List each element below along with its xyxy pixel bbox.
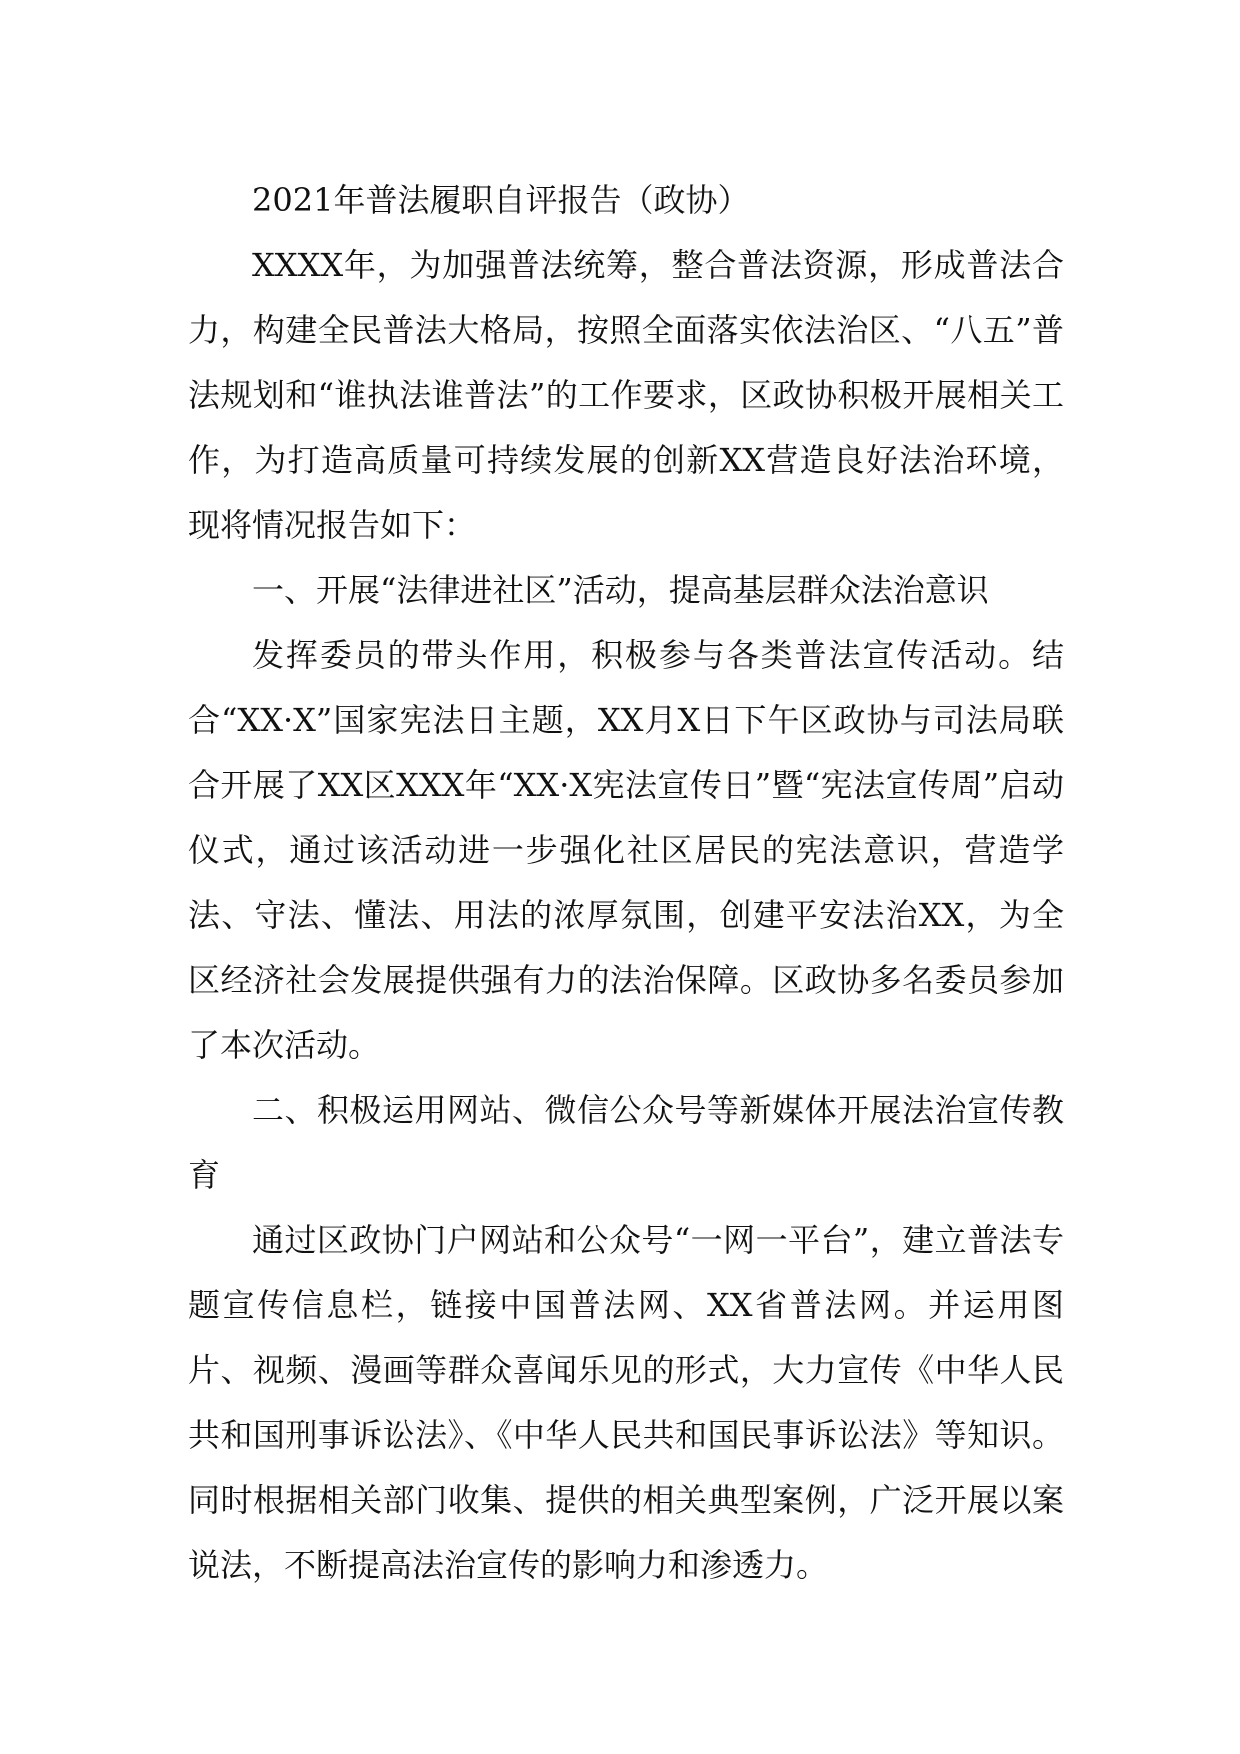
intro-paragraph: XXXX年，为加强普法统筹，整合普法资源，形成普法合力，构建全民普法大格局，按照全面落实依法治区、“八五”普法规划和“谁执法谁普法”的工作要求，区政协积极开展相关工作，为打造高质量可持续发展的创新XX营造良好法治环境，现将情况报告如下：	[188, 246, 1064, 544]
section-2-heading: 二、积极运用网站、微信公众号等新媒体开展法治宣传教育	[188, 1091, 1064, 1194]
document-title: 2021年普法履职自评报告（政协）	[252, 181, 750, 219]
section-2-paragraph: 通过区政协门户网站和公众号“一网一平台”，建立普法专题宣传信息栏，链接中国普法网、XX省普法网。并运用图片、视频、漫画等群众喜闻乐见的形式，大力宣传《中华人民共和国刑事诉讼法》、《中华人民共和国民事诉讼法》等知识。同时根据相关部门收集、提供的相关典型案例，广泛开展以案说法，不断提高法治宣传的影响力和渗透力。	[188, 1221, 1064, 1584]
document-body	[188, 168, 1064, 1598]
section-1-paragraph: 发挥委员的带头作用，积极参与各类普法宣传活动。结合“XX·X”国家宪法日主题，XX月X日下午区政协与司法局联合开展了XX区XXX年“XX·X宪法宣传日”暨“宪法宣传周”启动仪式，通过该活动进一步强化社区居民的宪法意识，营造学法、守法、懂法、用法的浓厚氛围，创建平安法治XX，为全区经济社会发展提供强有力的法治保障。区政协多名委员参加了本次活动。	[188, 636, 1064, 1064]
section-1-heading: 一、开展“法律进社区”活动，提高基层群众法治意识	[252, 571, 989, 609]
